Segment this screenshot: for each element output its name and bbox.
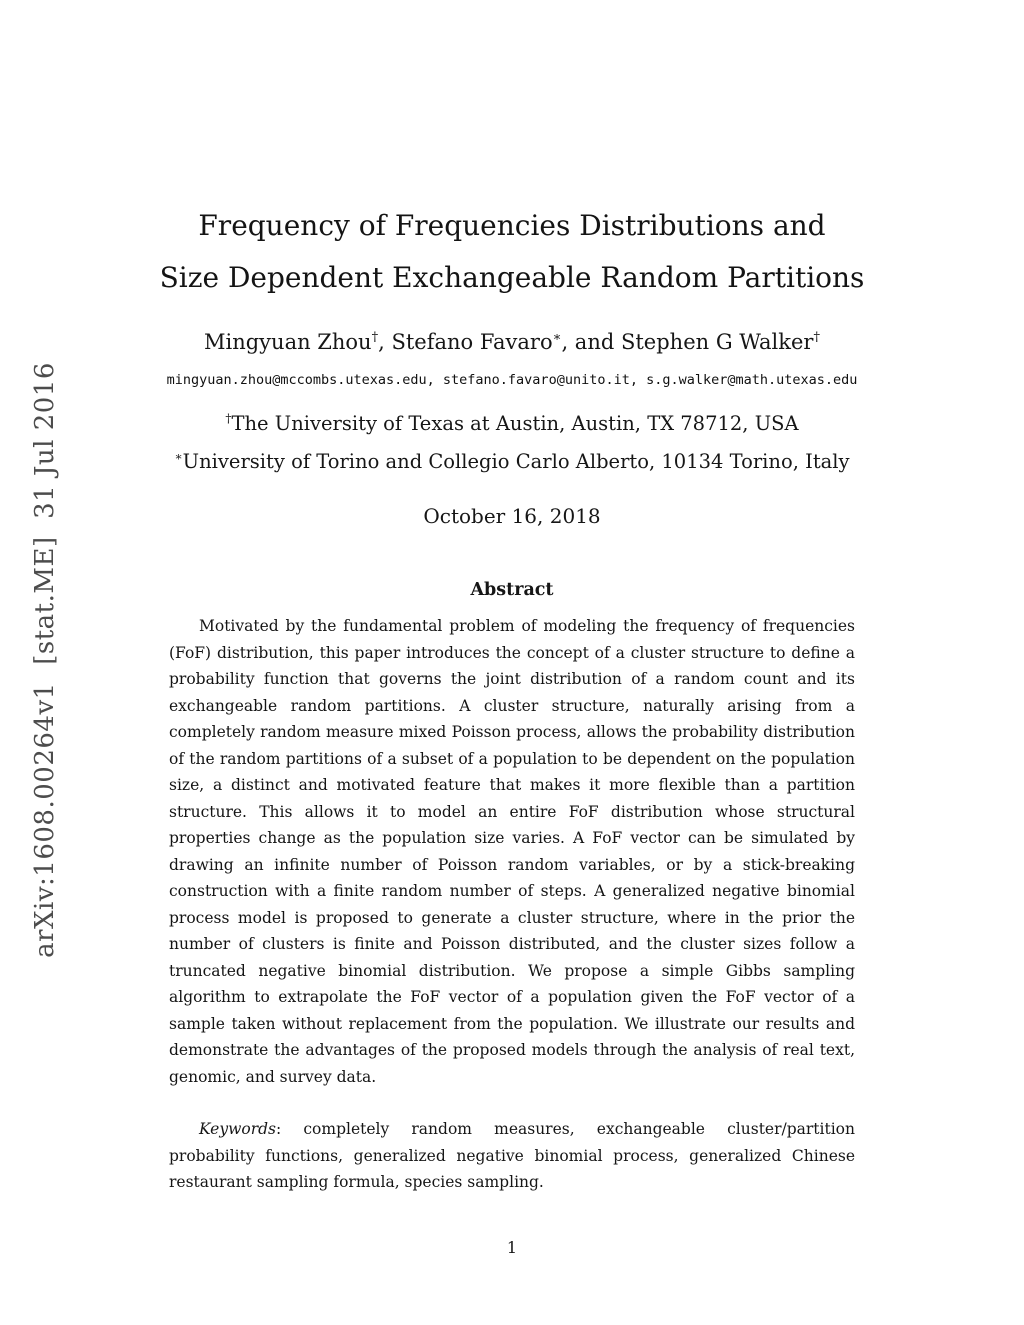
abstract-section [169, 579, 855, 1090]
keywords-label: Keywords [199, 1120, 276, 1138]
author-emails: mingyuan.zhou@mccombs.utexas.edu, stefano.favaro@unito.it, s.g.walker@math.utexas.edu [166, 372, 858, 388]
author-name: Mingyuan Zhou [204, 330, 372, 354]
paper-title [0, 200, 1024, 304]
abstract-text: Motivated by the fundamental problem of modeling the frequency of frequencies (FoF) distribution, this paper introduces the concept of a cluster structure to define a probability function that governs the joint distribution of a random count and its exchangeable random partitions. A cluster structure, naturally arising from a completely random measure mixed Poisson process, allows the probability distribution of the random partitions of a subset of a population to be dependent on the population size, a distinct and motivated feature that makes it more flexible than a partition structure. This allows it to model an entire FoF distribution whose structural properties change as the population size varies. A FoF vector can be simulated by drawing an infinite number of Poisson random variables, or by a stick-breaking construction with a finite random number of steps. A generalized negative binomial process model is proposed to generate a cluster structure, where in the prior the number of clusters is finite and Poisson distributed, and the cluster sizes follow a truncated negative binomial distribution. We propose a simple Gibbs sampling algorithm to extrapolate the FoF vector of a population given the FoF vector of a sample taken without replacement from the population. We illustrate our results and demonstrate the advantages of the proposed models through the analysis of real text, genomic, and survey data. [169, 617, 855, 1086]
affiliation-marker: ∗ [174, 449, 183, 464]
affiliation-text: The University of Texas at Austin, Austin, TX 78712, USA [231, 412, 799, 435]
author-line [0, 328, 1024, 356]
page-number: 1 [506, 1238, 518, 1257]
affiliation-2 [0, 449, 1024, 475]
author-affiliation-marker: † [371, 330, 379, 345]
keywords-text: : completely random measures, exchangeable cluster/partition probability functions, generalized negative binomial process, generalized Chinese restaurant sampling formula, species sampling. [169, 1120, 855, 1191]
author-name: Stefano Favaro [391, 330, 553, 354]
author-name: Stephen G Walker [620, 330, 814, 354]
author-separator: , and [561, 330, 621, 354]
author-separator: , [378, 330, 392, 354]
author-affiliation-marker: ∗ [552, 330, 562, 345]
affiliation-marker: † [225, 411, 232, 426]
paper-date: October 16, 2018 [423, 504, 601, 528]
affiliation-text: University of Torino and Collegio Carlo Alberto, 10134 Torino, Italy [182, 450, 850, 473]
title-line-1: Frequency of Frequencies Distributions and [198, 209, 826, 242]
affiliation-1 [0, 411, 1024, 437]
title-line-2: Size Dependent Exchangeable Random Partitions [159, 261, 865, 294]
author-affiliation-marker: † [813, 330, 820, 345]
arxiv-watermark: arXiv:1608.00264v1 [stat.ME] 31 Jul 2016 [30, 362, 60, 958]
keywords-paragraph [169, 1116, 855, 1196]
abstract-heading: Abstract [470, 580, 554, 600]
